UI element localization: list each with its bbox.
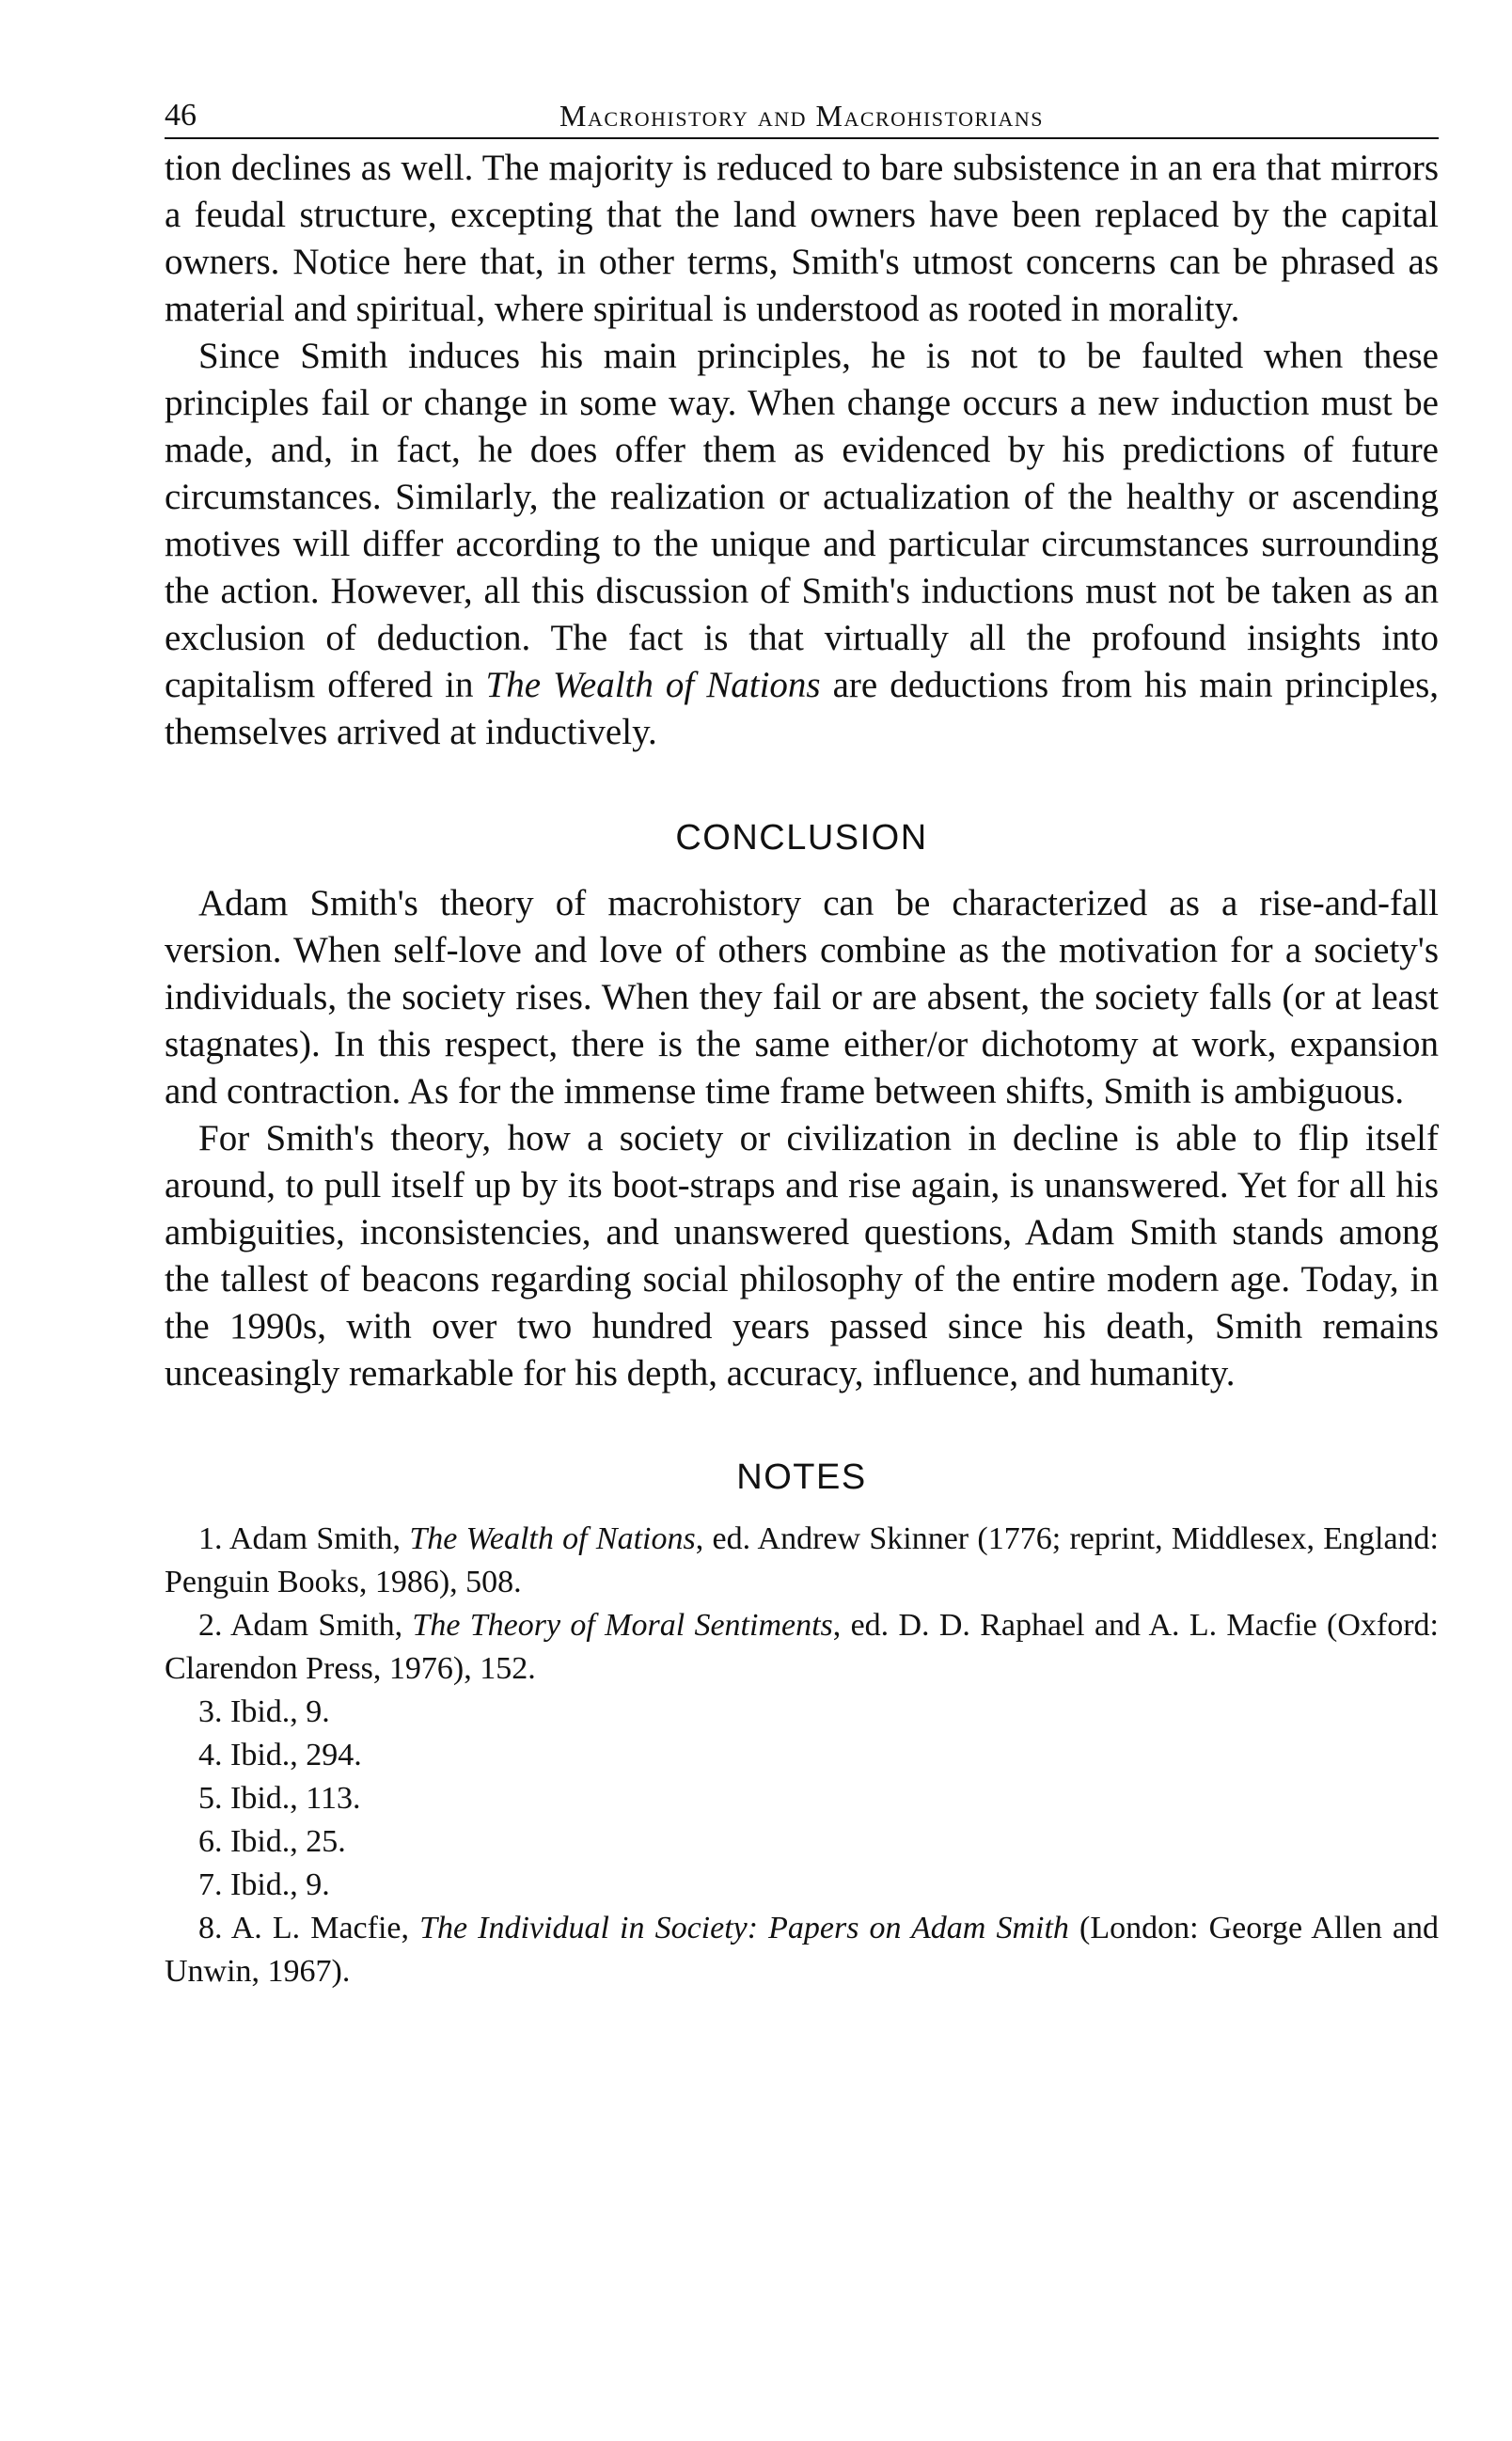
book-page xyxy=(165,94,1439,2370)
note-item: 4. Ibid., 294. xyxy=(198,1738,362,1772)
note-text: , ed. D. D. Raphael and A. L. Macfie (Oxford: Clarendon Press, 1976), 152. xyxy=(165,1608,1439,1686)
conclusion-heading: CONCLUSION xyxy=(675,818,928,858)
paragraph-inductions xyxy=(165,333,1439,756)
note-book-title: The Individual in Society: Papers on Adam Smith xyxy=(419,1911,1069,1945)
note-book-title: The Wealth of Nations xyxy=(409,1521,696,1556)
paragraph-text: are deductions from his main principles, themselves arrived at inductively. xyxy=(165,665,1440,752)
paragraph-text: Since Smith induces his main principles, he is not to be faulted when these principles fail or change in some way. When change occurs a new induction must be made, and, in fact, he does offer them as evidenced by his predictions of future circumstances. Similarly, the realization or actualization of the healthy or ascending motives will differ according to the unique and particular circumstances surrounding the action. However, all this discussion of Smith's inductions must not be taken as an exclusion of deduction. The fact is that virtually all the profound insights into capitalism offered in xyxy=(165,336,1439,705)
note-item xyxy=(165,1518,1439,1604)
note-text: 1. Adam Smith, xyxy=(198,1521,410,1556)
paragraph-continued: tion declines as well. The majority is reduced to bare subsistence in an era that mirrors a feudal structure, excepting that the land owners have been replaced by the capital owners. Notice here that, in other terms, Smith's utmost concerns can be phrased as material and spiritual, where spiritual is understood as rooted in morality. xyxy=(165,148,1439,329)
note-item xyxy=(165,1604,1439,1691)
note-text: (London: George Allen and Unwin, 1967). xyxy=(165,1911,1440,1989)
conclusion-paragraph: For Smith's theory, how a society or civilization in decline is able to flip itself around, to pull itself up by its boot-straps and rise again, is unanswered. Yet for all his ambiguities, inconsistencies, and unanswered questions, Adam Smith stands among the tallest of beacons regarding social philosophy of the entire modern age. Today, in the 1990s, with over two hundred years passed since his death, Smith remains unceasingly remarkable for his depth, accuracy, influence, and humanity. xyxy=(165,1118,1439,1394)
running-header xyxy=(165,94,1439,139)
note-text: 8. A. L. Macfie, xyxy=(198,1911,420,1945)
note-book-title: The Theory of Moral Sentiments xyxy=(412,1608,833,1643)
notes-heading: NOTES xyxy=(736,1457,867,1497)
note-text: , ed. Andrew Skinner (1776; reprint, Middlesex, England: Penguin Books, 1986), 508. xyxy=(165,1521,1440,1599)
book-title: The Wealth of Nations xyxy=(485,665,821,705)
page-number: 46 xyxy=(165,98,197,133)
note-item: 5. Ibid., 113. xyxy=(198,1781,361,1816)
note-item: 3. Ibid., 9. xyxy=(198,1694,330,1729)
note-text: 2. Adam Smith, xyxy=(198,1608,413,1643)
conclusion-paragraph: Adam Smith's theory of macrohistory can be characterized as a rise-and-fall version. When self-love and love of others combine as the motivation for a society's individuals, the society rises. When they fail or are absent, the society falls (or at least stagnates). In this respect, there is the same either/or dichotomy at work, expansion and contraction. As for the immense time frame between shifts, Smith is ambiguous. xyxy=(165,883,1439,1111)
note-item: 7. Ibid., 9. xyxy=(198,1867,330,1902)
body-text xyxy=(165,145,1439,1397)
note-item: 6. Ibid., 25. xyxy=(198,1824,346,1859)
running-title: Macrohistory and Macrohistorians xyxy=(559,99,1044,133)
note-item xyxy=(165,1907,1439,1993)
notes-section xyxy=(165,1454,1439,1993)
